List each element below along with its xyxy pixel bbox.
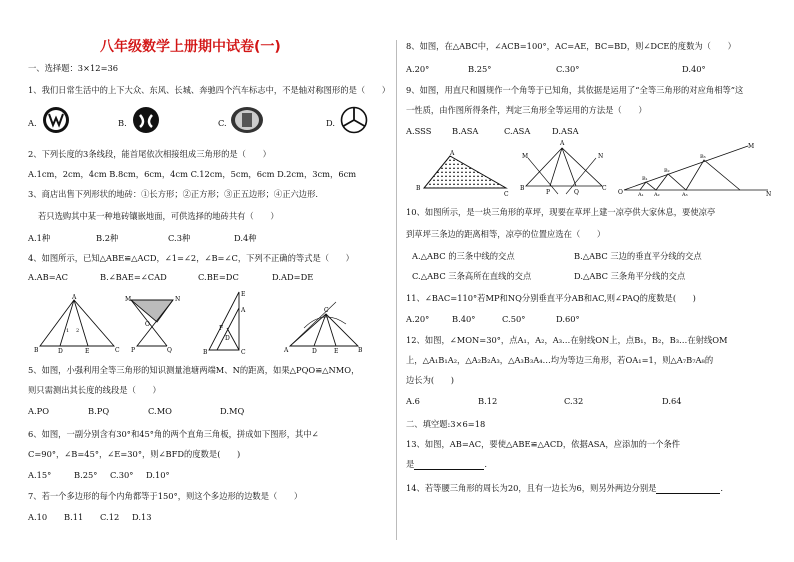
q3-option-b: B.2种 xyxy=(96,233,119,243)
svg-text:C: C xyxy=(324,307,329,314)
question-8: 8、如图，在△ABC中，∠ACB=100°，AC=AE，BC=BD，则∠DCE的度数为（ ） xyxy=(406,41,736,51)
svg-text:F: F xyxy=(219,325,224,332)
q11-option-c: C.50° xyxy=(502,314,526,324)
section-choice-heading: 一、选择题：3×12=36 xyxy=(28,63,119,73)
svg-text:A₃: A₃ xyxy=(682,192,688,198)
svg-text:A₂: A₂ xyxy=(654,192,660,198)
q2-options: A.1cm，2cm，4cm B.8cm，6cm，4cm C.12cm，5cm，6cm D.2cm，3cm，6cm xyxy=(28,169,357,179)
question-3-line1: 3、商店出售下列形状的地砖：①长方形；②正方形；③正五边形；④正六边形. xyxy=(28,189,319,199)
question-6-line1: 6、如图，一副分别含有30°和45°角的两个直角三角板，拼成如下图形，其中∠ xyxy=(28,429,319,439)
q11-option-d: D.60° xyxy=(556,314,580,324)
question-12-line3: 边长为( ) xyxy=(406,375,454,385)
question-13-line2: 是 . xyxy=(406,459,487,469)
mercedes-logo xyxy=(340,106,368,134)
q9-option-d: D.ASA xyxy=(552,126,579,136)
q5-option-d: D.MQ xyxy=(220,406,245,416)
svg-text:O: O xyxy=(145,321,150,328)
question-2: 2、下列长度的3条线段，能首尾依次相接组成三角形的是（ ） xyxy=(28,149,271,159)
svg-text:B: B xyxy=(520,185,525,192)
q13-answer-blank[interactable] xyxy=(414,460,484,470)
svg-text:C: C xyxy=(241,349,246,356)
column-divider xyxy=(396,40,397,540)
volkswagen-logo xyxy=(42,106,70,134)
q4-option-d: D.AD=DE xyxy=(272,272,314,282)
svg-text:A: A xyxy=(72,294,77,301)
q5-option-c: C.MO xyxy=(148,406,172,416)
q4-option-c: C.BE=DC xyxy=(198,272,239,282)
q6-option-b: B.25° xyxy=(74,470,98,480)
q5-option-a: A.PO xyxy=(28,406,50,416)
q10-option-d: D.△ABC 三条角平分线的交点 xyxy=(574,271,686,281)
q4-option-a: A.AB=AC xyxy=(28,272,69,282)
question-5-line2: 则只需测出其长度的线段是（ ） xyxy=(28,385,161,395)
q9-option-c: C.ASA xyxy=(504,126,531,136)
question-10-line2: 到草坪三条边的距离相等，凉亭的位置应选在（ ） xyxy=(406,229,606,239)
question-4: 4、如图所示，已知△ABE≌△ACD，∠1=∠2，∠B=∠C，下列不正确的等式是（ ） xyxy=(28,253,354,263)
section-fill-heading: 二、填空题:3×6=18 xyxy=(406,419,486,429)
svg-text:N: N xyxy=(766,191,772,198)
svg-text:Q: Q xyxy=(574,189,579,196)
q11-figure xyxy=(520,140,607,196)
q3-option-a: A.1种 xyxy=(28,233,51,243)
svg-text:E: E xyxy=(85,348,90,355)
q9-option-b: B.ASA xyxy=(452,126,479,136)
q4-option-b: B.∠BAE=∠CAD xyxy=(100,272,167,282)
question-9-line1: 9、如图，用直尺和圆规作一个角等于已知角，其依据是运用了“全等三角形的对应角相等”这 xyxy=(406,85,744,95)
q10-option-c: C.△ABC 三条高所在直线的交点 xyxy=(412,271,532,281)
q8-option-b: B.25° xyxy=(468,64,492,74)
q7-option-c: C.12 xyxy=(100,512,120,522)
svg-text:B: B xyxy=(358,347,363,354)
svg-text:M: M xyxy=(748,143,755,150)
svg-text:M: M xyxy=(125,296,132,303)
question-9-line2: 一性质，由作图所得条件，判定三角形全等运用的方法是（ ） xyxy=(406,105,647,115)
q12-option-b: B.12 xyxy=(478,396,498,406)
q14-answer-blank[interactable] xyxy=(656,484,720,494)
question-11: 11、∠BAC=110°若MP和NQ分别垂直平分AB和AC,则∠PAQ的度数是( ) xyxy=(406,293,696,303)
q5-figure xyxy=(123,296,183,354)
svg-text:Q: Q xyxy=(167,347,172,354)
svg-text:C: C xyxy=(504,191,509,198)
q1-option-a: A. xyxy=(28,118,37,128)
q14-text: 14、若等腰三角形的周长为20，且有一边长为6，则另外两边分别是 xyxy=(406,483,657,493)
svg-text:C: C xyxy=(115,347,120,354)
question-12-line1: 12、如图，∠MON=30°，点A₁，A₂，A₃…在射线ON上，点B₁，B₂，B₃…在射线OM xyxy=(406,335,728,345)
svg-text:B: B xyxy=(416,185,421,192)
question-6-line2: C=90°，∠B=45°，∠E=30°，则∠BFD的度数是( ) xyxy=(28,449,241,459)
q8-option-d: D.40° xyxy=(682,64,706,74)
svg-text:A: A xyxy=(560,140,565,147)
greatwall-logo xyxy=(230,106,264,134)
q1-option-d: D. xyxy=(326,118,335,128)
svg-text:P: P xyxy=(546,189,551,196)
q1-option-b: B. xyxy=(118,118,127,128)
svg-text:A: A xyxy=(284,347,289,354)
q11-option-b: B.40° xyxy=(452,314,476,324)
q10-option-a: A.△ABC 的三条中线的交点 xyxy=(412,251,515,261)
svg-text:2: 2 xyxy=(76,328,80,334)
q8-option-a: A.20° xyxy=(406,64,430,74)
svg-text:B₃: B₃ xyxy=(700,154,706,160)
question-12-line2: 上，△A₁B₁A₂，△A₂B₂A₃，△A₃B₃A₄…均为等边三角形，若OA₁=1，则△A₇B₇A₈的 xyxy=(406,355,714,365)
q7-option-a: A.10 xyxy=(28,512,48,522)
q8-option-c: C.30° xyxy=(556,64,580,74)
svg-text:B: B xyxy=(34,347,39,354)
svg-text:B₂: B₂ xyxy=(664,168,670,174)
svg-text:D: D xyxy=(312,348,317,355)
svg-text:A: A xyxy=(241,307,246,314)
svg-text:E: E xyxy=(241,291,246,298)
q12-option-d: D.64 xyxy=(662,396,682,406)
question-1: 1、我们日常生活中的上下大众、东风、长城、奔驰四个汽车标志中，不是轴对称图形的是（ ） xyxy=(28,85,391,95)
q6-figure xyxy=(203,290,263,356)
q3-option-d: D.4种 xyxy=(234,233,257,243)
svg-text:1: 1 xyxy=(66,328,70,334)
q7-option-d: D.13 xyxy=(132,512,152,522)
svg-text:A₁: A₁ xyxy=(638,192,644,198)
q12-option-c: C.32 xyxy=(564,396,584,406)
svg-text:C: C xyxy=(602,185,607,192)
q7-option-b: B.11 xyxy=(64,512,84,522)
q12-figure xyxy=(618,144,774,196)
question-7: 7、若一个多边形的每个内角都等于150°，则这个多边形的边数是（ ） xyxy=(28,491,303,501)
q8-figure xyxy=(284,298,364,354)
q6-option-a: A.15° xyxy=(28,470,52,480)
dongfeng-logo xyxy=(132,106,160,134)
svg-text:E: E xyxy=(334,348,339,355)
q11-option-a: A.20° xyxy=(406,314,430,324)
q6-option-d: D.10° xyxy=(146,470,170,480)
q5-option-b: B.PQ xyxy=(88,406,110,416)
q4-figure xyxy=(34,294,120,355)
svg-text:O: O xyxy=(618,189,623,196)
q12-option-a: A.6 xyxy=(406,396,420,406)
q10-lawn-figure xyxy=(416,150,510,198)
exam-title: 八年级数学上册期中试卷(一) xyxy=(100,39,281,55)
svg-text:N: N xyxy=(598,153,604,160)
q10-option-b: B.△ABC 三边的垂直平分线的交点 xyxy=(574,251,702,261)
svg-text:D: D xyxy=(58,348,63,355)
q6-option-c: C.30° xyxy=(110,470,134,480)
q13-prefix: 是 xyxy=(406,459,415,469)
svg-text:M: M xyxy=(522,153,529,160)
question-5-line1: 5、如图，小强利用全等三角形的知识测量池塘两端M、N的距离，如果△PQO≌△NMO， xyxy=(28,365,360,375)
svg-text:D: D xyxy=(225,335,230,342)
q3-option-c: C.3种 xyxy=(168,233,191,243)
question-14 xyxy=(406,482,723,494)
svg-text:B: B xyxy=(203,349,208,356)
question-3-line2: 若只选购其中某一种地砖镶嵌地面，可供选择的地砖共有（ ） xyxy=(38,211,279,221)
svg-text:A: A xyxy=(450,150,455,157)
svg-text:N: N xyxy=(175,296,181,303)
q9-option-a: A.SSS xyxy=(406,126,432,136)
svg-text:P: P xyxy=(131,347,136,354)
question-10-line1: 10、如图所示，是一块三角形的草坪，现要在草坪上建一凉亭供大家休息，要使凉亭 xyxy=(406,207,716,217)
question-13-line1: 13、如图，AB=AC，要使△ABE≌△ACD，依据ASA，应添加的一个条件 xyxy=(406,439,681,449)
svg-text:B₁: B₁ xyxy=(642,176,648,182)
q14-end: . xyxy=(720,483,724,493)
q1-option-c: C. xyxy=(218,118,227,128)
